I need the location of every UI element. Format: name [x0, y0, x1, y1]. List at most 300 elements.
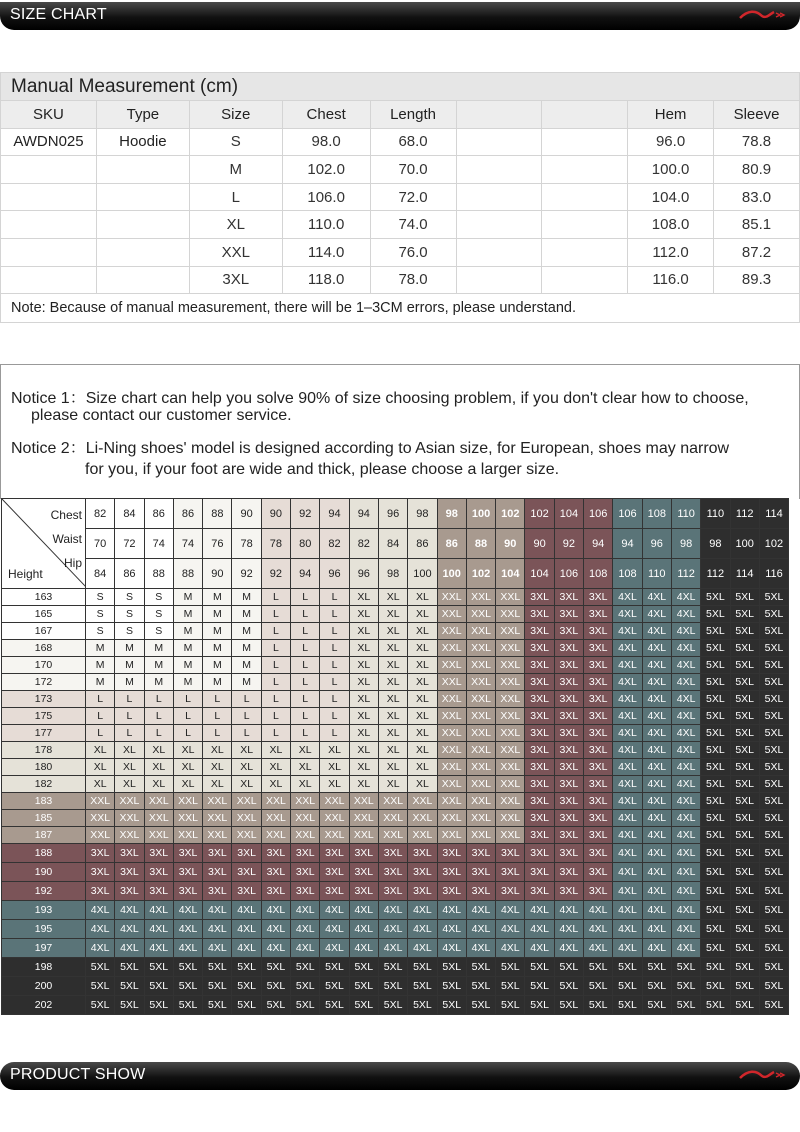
size-cell: 5XL	[320, 996, 349, 1015]
size-cell: 4XL	[642, 657, 671, 674]
size-cell: 4XL	[320, 939, 349, 958]
height-value: 200	[2, 977, 86, 996]
manual-cell: 116.0	[628, 266, 714, 294]
size-cell: 3XL	[584, 606, 613, 623]
notice-2-line-1: Notice 2：Li-Ning shoes' model is designed according to Asian size, for European, shoes may narrow	[11, 440, 730, 457]
size-cell: 5XL	[701, 920, 730, 939]
size-cell: 5XL	[554, 996, 583, 1015]
size-cell: 5XL	[730, 996, 759, 1015]
size-cell: XXL	[203, 810, 232, 827]
hip-value: 90	[203, 559, 232, 589]
manual-cell: S	[189, 128, 282, 156]
manual-header-cell: Chest	[282, 101, 370, 129]
size-cell: 4XL	[671, 810, 700, 827]
size-cell: 5XL	[584, 958, 613, 977]
size-cell: 5XL	[320, 977, 349, 996]
size-cell: 4XL	[671, 844, 700, 863]
size-cell: XXL	[437, 708, 466, 725]
size-cell: 5XL	[701, 640, 730, 657]
size-cell: 3XL	[115, 844, 144, 863]
chest-value: 102	[525, 499, 554, 529]
size-cell: XL	[378, 776, 407, 793]
waist-value: 96	[642, 529, 671, 559]
size-cell: 5XL	[203, 958, 232, 977]
size-cell: XL	[86, 776, 115, 793]
size-cell: 4XL	[642, 674, 671, 691]
size-cell: XL	[173, 776, 202, 793]
chest-value: 112	[730, 499, 759, 529]
size-cell: L	[232, 725, 261, 742]
height-value: 170	[2, 657, 86, 674]
size-cell: 3XL	[584, 863, 613, 882]
size-cell: 3XL	[525, 863, 554, 882]
size-cell: XXL	[232, 793, 261, 810]
size-cell: 4XL	[671, 863, 700, 882]
height-row	[2, 674, 789, 691]
manual-cell: 80.9	[714, 156, 800, 184]
size-cell: 4XL	[642, 589, 671, 606]
size-cell: XXL	[466, 657, 495, 674]
product-show-banner	[0, 1062, 800, 1090]
size-cell: XL	[203, 742, 232, 759]
size-cell: 5XL	[496, 977, 525, 996]
size-cell: XL	[408, 657, 437, 674]
height-row	[2, 882, 789, 901]
size-cell: 5XL	[759, 759, 788, 776]
chest-value: 114	[759, 499, 788, 529]
manual-cell	[456, 211, 542, 239]
size-cell: 4XL	[671, 708, 700, 725]
chest-value: 100	[466, 499, 495, 529]
size-cell: XL	[349, 606, 378, 623]
size-cell: 5XL	[701, 759, 730, 776]
size-cell: 3XL	[349, 863, 378, 882]
manual-cell: XXL	[189, 238, 282, 266]
size-cell: XL	[349, 691, 378, 708]
size-cell: 4XL	[671, 589, 700, 606]
size-cell: 5XL	[759, 844, 788, 863]
size-cell: 3XL	[437, 863, 466, 882]
size-cell: 3XL	[378, 882, 407, 901]
size-cell: 3XL	[584, 810, 613, 827]
size-cell: L	[232, 708, 261, 725]
size-cell: 5XL	[173, 958, 202, 977]
size-cell: 4XL	[613, 776, 642, 793]
size-cell: 4XL	[349, 920, 378, 939]
size-cell: 4XL	[613, 657, 642, 674]
size-cell: 5XL	[701, 844, 730, 863]
size-cell: 4XL	[671, 606, 700, 623]
size-cell: 3XL	[584, 674, 613, 691]
size-cell: M	[173, 589, 202, 606]
size-cell: L	[86, 725, 115, 742]
height-value: 202	[2, 996, 86, 1015]
size-cell: L	[203, 691, 232, 708]
size-cell: 5XL	[759, 977, 788, 996]
size-cell: 3XL	[291, 863, 320, 882]
size-cell: XL	[261, 759, 290, 776]
size-cell: 3XL	[554, 793, 583, 810]
manual-cell: 108.0	[628, 211, 714, 239]
size-cell: 3XL	[320, 882, 349, 901]
size-cell: XXL	[496, 589, 525, 606]
hip-row	[2, 559, 789, 589]
height-value: 190	[2, 863, 86, 882]
size-cell: 3XL	[232, 882, 261, 901]
size-cell: 4XL	[613, 793, 642, 810]
size-cell: 4XL	[554, 939, 583, 958]
manual-cell	[96, 183, 189, 211]
height-row	[2, 793, 789, 810]
size-cell: 4XL	[86, 901, 115, 920]
size-cell: 3XL	[144, 863, 173, 882]
size-cell: 4XL	[115, 901, 144, 920]
size-cell: 5XL	[730, 623, 759, 640]
size-cell: L	[86, 691, 115, 708]
size-cell: 3XL	[408, 882, 437, 901]
manual-cell	[96, 266, 189, 294]
size-cell: XL	[291, 742, 320, 759]
waist-row	[2, 529, 789, 559]
size-cell: XL	[291, 776, 320, 793]
size-cell: XXL	[466, 810, 495, 827]
hip-value: 84	[86, 559, 115, 589]
size-cell: XL	[115, 742, 144, 759]
size-cell: M	[144, 674, 173, 691]
hip-value: 114	[730, 559, 759, 589]
size-cell: 3XL	[525, 589, 554, 606]
size-cell: L	[261, 589, 290, 606]
size-cell: XXL	[437, 810, 466, 827]
size-cell: 4XL	[115, 939, 144, 958]
size-cell: 5XL	[261, 977, 290, 996]
manual-cell: 78.8	[714, 128, 800, 156]
size-cell: M	[173, 674, 202, 691]
height-row	[2, 977, 789, 996]
size-cell: 5XL	[232, 958, 261, 977]
waist-value: 78	[261, 529, 290, 559]
size-cell: 5XL	[437, 996, 466, 1015]
height-row	[2, 606, 789, 623]
size-cell: 3XL	[554, 674, 583, 691]
hip-value: 88	[144, 559, 173, 589]
size-cell: 5XL	[701, 939, 730, 958]
size-cell: XL	[232, 759, 261, 776]
hip-value: 108	[584, 559, 613, 589]
hip-value: 100	[437, 559, 466, 589]
size-cell: 4XL	[613, 759, 642, 776]
size-cell: 5XL	[613, 977, 642, 996]
size-cell: 5XL	[349, 977, 378, 996]
manual-body	[1, 128, 800, 294]
size-cell: L	[291, 606, 320, 623]
waist-value: 90	[525, 529, 554, 559]
size-cell: 5XL	[203, 977, 232, 996]
manual-cell: 114.0	[282, 238, 370, 266]
size-cell: 3XL	[554, 708, 583, 725]
manual-header-row	[1, 101, 800, 129]
waist-value: 90	[496, 529, 525, 559]
size-cell: 4XL	[349, 939, 378, 958]
size-cell: 5XL	[408, 958, 437, 977]
height-value: 173	[2, 691, 86, 708]
size-cell: 4XL	[437, 901, 466, 920]
size-cell: XXL	[496, 793, 525, 810]
size-cell: XXL	[261, 827, 290, 844]
size-cell: XXL	[496, 657, 525, 674]
size-cell: 3XL	[86, 844, 115, 863]
size-cell: XL	[232, 742, 261, 759]
size-cell: 5XL	[730, 939, 759, 958]
size-cell: 4XL	[671, 776, 700, 793]
size-cell: XXL	[466, 640, 495, 657]
size-cell: L	[144, 691, 173, 708]
size-cell: 5XL	[701, 901, 730, 920]
waist-value: 86	[408, 529, 437, 559]
size-cell: XL	[261, 776, 290, 793]
size-cell: 5XL	[759, 810, 788, 827]
size-cell: M	[203, 674, 232, 691]
size-cell: 4XL	[642, 939, 671, 958]
size-cell: 3XL	[203, 882, 232, 901]
size-cell: 4XL	[642, 901, 671, 920]
size-cell: L	[115, 725, 144, 742]
size-cell: 3XL	[203, 844, 232, 863]
manual-row	[1, 211, 800, 239]
size-cell: 4XL	[642, 793, 671, 810]
size-cell: 5XL	[291, 977, 320, 996]
size-cell: 5XL	[730, 657, 759, 674]
size-cell: XL	[320, 742, 349, 759]
size-cell: 3XL	[554, 882, 583, 901]
size-cell: L	[203, 708, 232, 725]
size-cell: M	[203, 606, 232, 623]
size-cell: 4XL	[642, 623, 671, 640]
size-cell: 3XL	[584, 759, 613, 776]
size-cell: XL	[261, 742, 290, 759]
size-cell: 3XL	[525, 742, 554, 759]
size-cell: 5XL	[759, 901, 788, 920]
size-cell: 4XL	[642, 776, 671, 793]
notice-2-line-2: for you, if your foot are wide and thick, please choose a larger size.	[85, 461, 560, 478]
size-cell: 5XL	[261, 996, 290, 1015]
size-cell: 3XL	[525, 882, 554, 901]
size-cell: 4XL	[232, 901, 261, 920]
size-cell: 5XL	[759, 920, 788, 939]
size-cell: 3XL	[584, 725, 613, 742]
size-cell: 4XL	[613, 863, 642, 882]
size-cell: M	[173, 657, 202, 674]
manual-cell: 72.0	[370, 183, 456, 211]
size-cell: S	[86, 606, 115, 623]
size-cell: M	[86, 674, 115, 691]
size-cell: XXL	[203, 827, 232, 844]
size-cell: XL	[173, 742, 202, 759]
manual-cell: 110.0	[282, 211, 370, 239]
size-cell: 4XL	[320, 920, 349, 939]
size-cell: 5XL	[730, 674, 759, 691]
size-cell: 5XL	[261, 958, 290, 977]
size-cell: 5XL	[730, 844, 759, 863]
size-cell: XL	[115, 759, 144, 776]
size-cell: 3XL	[173, 844, 202, 863]
size-cell: 4XL	[554, 901, 583, 920]
height-value: 183	[2, 793, 86, 810]
size-cell: 5XL	[759, 996, 788, 1015]
size-cell: XXL	[437, 776, 466, 793]
size-cell: L	[291, 623, 320, 640]
size-cell: 4XL	[613, 606, 642, 623]
size-cell: XXL	[378, 827, 407, 844]
hip-value: 98	[378, 559, 407, 589]
manual-cell: 89.3	[714, 266, 800, 294]
size-cell: XXL	[408, 810, 437, 827]
size-cell: XXL	[496, 776, 525, 793]
size-cell: XL	[349, 725, 378, 742]
size-cell: 4XL	[642, 920, 671, 939]
size-cell: M	[232, 589, 261, 606]
size-cell: XL	[408, 708, 437, 725]
size-cell: 5XL	[496, 996, 525, 1015]
hip-label: Hip	[63, 556, 82, 570]
size-cell: L	[173, 691, 202, 708]
size-cell: XXL	[466, 708, 495, 725]
size-cell: 5XL	[671, 977, 700, 996]
size-cell: 5XL	[115, 996, 144, 1015]
size-cell: 5XL	[759, 939, 788, 958]
size-cell: XXL	[466, 759, 495, 776]
size-cell: XXL	[437, 691, 466, 708]
size-cell: XXL	[496, 725, 525, 742]
size-cell: 3XL	[554, 759, 583, 776]
size-cell: 3XL	[554, 863, 583, 882]
manual-cell	[96, 156, 189, 184]
size-cell: L	[320, 623, 349, 640]
notice-1-line-1: Notice 1：Size chart can help you solve 90% of size choosing problem, if you don't clear how to choose,	[11, 390, 749, 407]
size-cell: 5XL	[701, 623, 730, 640]
size-cell: 5XL	[759, 589, 788, 606]
size-cell: 3XL	[320, 844, 349, 863]
size-cell: 3XL	[378, 863, 407, 882]
size-cell: 3XL	[584, 742, 613, 759]
height-row	[2, 725, 789, 742]
size-cell: 5XL	[759, 640, 788, 657]
waist-value: 70	[86, 529, 115, 559]
size-cell: XXL	[437, 589, 466, 606]
size-cell: XXL	[496, 691, 525, 708]
size-cell: M	[232, 606, 261, 623]
size-cell: 5XL	[730, 977, 759, 996]
hip-value: 112	[701, 559, 730, 589]
size-cell: 3XL	[261, 882, 290, 901]
size-cell: 3XL	[525, 708, 554, 725]
manual-header-cell	[542, 101, 628, 129]
size-cell: M	[115, 657, 144, 674]
size-cell: 5XL	[759, 958, 788, 977]
manual-cell	[542, 211, 628, 239]
height-label: Height	[8, 567, 43, 581]
height-value: 192	[2, 882, 86, 901]
size-cell: XXL	[349, 827, 378, 844]
size-cell: 4XL	[466, 920, 495, 939]
size-cell: 5XL	[701, 958, 730, 977]
size-cell: M	[144, 640, 173, 657]
chest-value: 96	[378, 499, 407, 529]
size-cell: 4XL	[613, 640, 642, 657]
size-cell: 4XL	[613, 589, 642, 606]
height-value: 193	[2, 901, 86, 920]
height-row	[2, 939, 789, 958]
size-cell: 4XL	[584, 939, 613, 958]
size-cell: XL	[378, 674, 407, 691]
size-cell: XL	[320, 776, 349, 793]
size-cell: 5XL	[759, 657, 788, 674]
size-cell: 4XL	[671, 674, 700, 691]
size-cell: 4XL	[613, 691, 642, 708]
size-cell: 4XL	[613, 742, 642, 759]
size-cell: 4XL	[496, 939, 525, 958]
size-cell: 5XL	[759, 708, 788, 725]
manual-cell: 100.0	[628, 156, 714, 184]
size-cell: 5XL	[730, 793, 759, 810]
size-cell: XL	[144, 759, 173, 776]
size-cell: XL	[378, 606, 407, 623]
size-cell: 3XL	[115, 882, 144, 901]
size-cell: XL	[320, 759, 349, 776]
height-value: 198	[2, 958, 86, 977]
size-cell: 3XL	[408, 863, 437, 882]
size-cell: 5XL	[701, 776, 730, 793]
size-cell: 4XL	[642, 759, 671, 776]
height-value: 167	[2, 623, 86, 640]
size-cell: 3XL	[466, 863, 495, 882]
manual-header-cell: Type	[96, 101, 189, 129]
size-cell: XL	[349, 759, 378, 776]
size-cell: XL	[378, 725, 407, 742]
size-cell: 3XL	[584, 640, 613, 657]
height-row	[2, 810, 789, 827]
size-cell: 5XL	[701, 691, 730, 708]
size-cell: 5XL	[701, 793, 730, 810]
manual-note: Note: Because of manual measurement, there will be 1–3CM errors, please understand.	[1, 294, 800, 323]
manual-row	[1, 183, 800, 211]
size-cell: 4XL	[613, 882, 642, 901]
size-cell: 4XL	[671, 827, 700, 844]
height-value: 185	[2, 810, 86, 827]
height-value: 178	[2, 742, 86, 759]
size-cell: 3XL	[584, 776, 613, 793]
size-cell: L	[203, 725, 232, 742]
size-cell: 5XL	[730, 958, 759, 977]
size-cell: L	[144, 708, 173, 725]
size-cell: 5XL	[671, 996, 700, 1015]
height-row	[2, 640, 789, 657]
size-cell: L	[173, 708, 202, 725]
size-cell: XL	[408, 759, 437, 776]
size-cell: XXL	[232, 827, 261, 844]
chest-value: 102	[496, 499, 525, 529]
size-cell: M	[232, 640, 261, 657]
size-cell: XXL	[496, 674, 525, 691]
size-cell: 5XL	[730, 742, 759, 759]
size-cell: 4XL	[642, 640, 671, 657]
size-cell: XL	[203, 776, 232, 793]
chest-value: 84	[115, 499, 144, 529]
size-cell: XXL	[466, 674, 495, 691]
manual-measurement-table	[0, 72, 800, 323]
size-cell: L	[261, 606, 290, 623]
manual-cell	[456, 156, 542, 184]
